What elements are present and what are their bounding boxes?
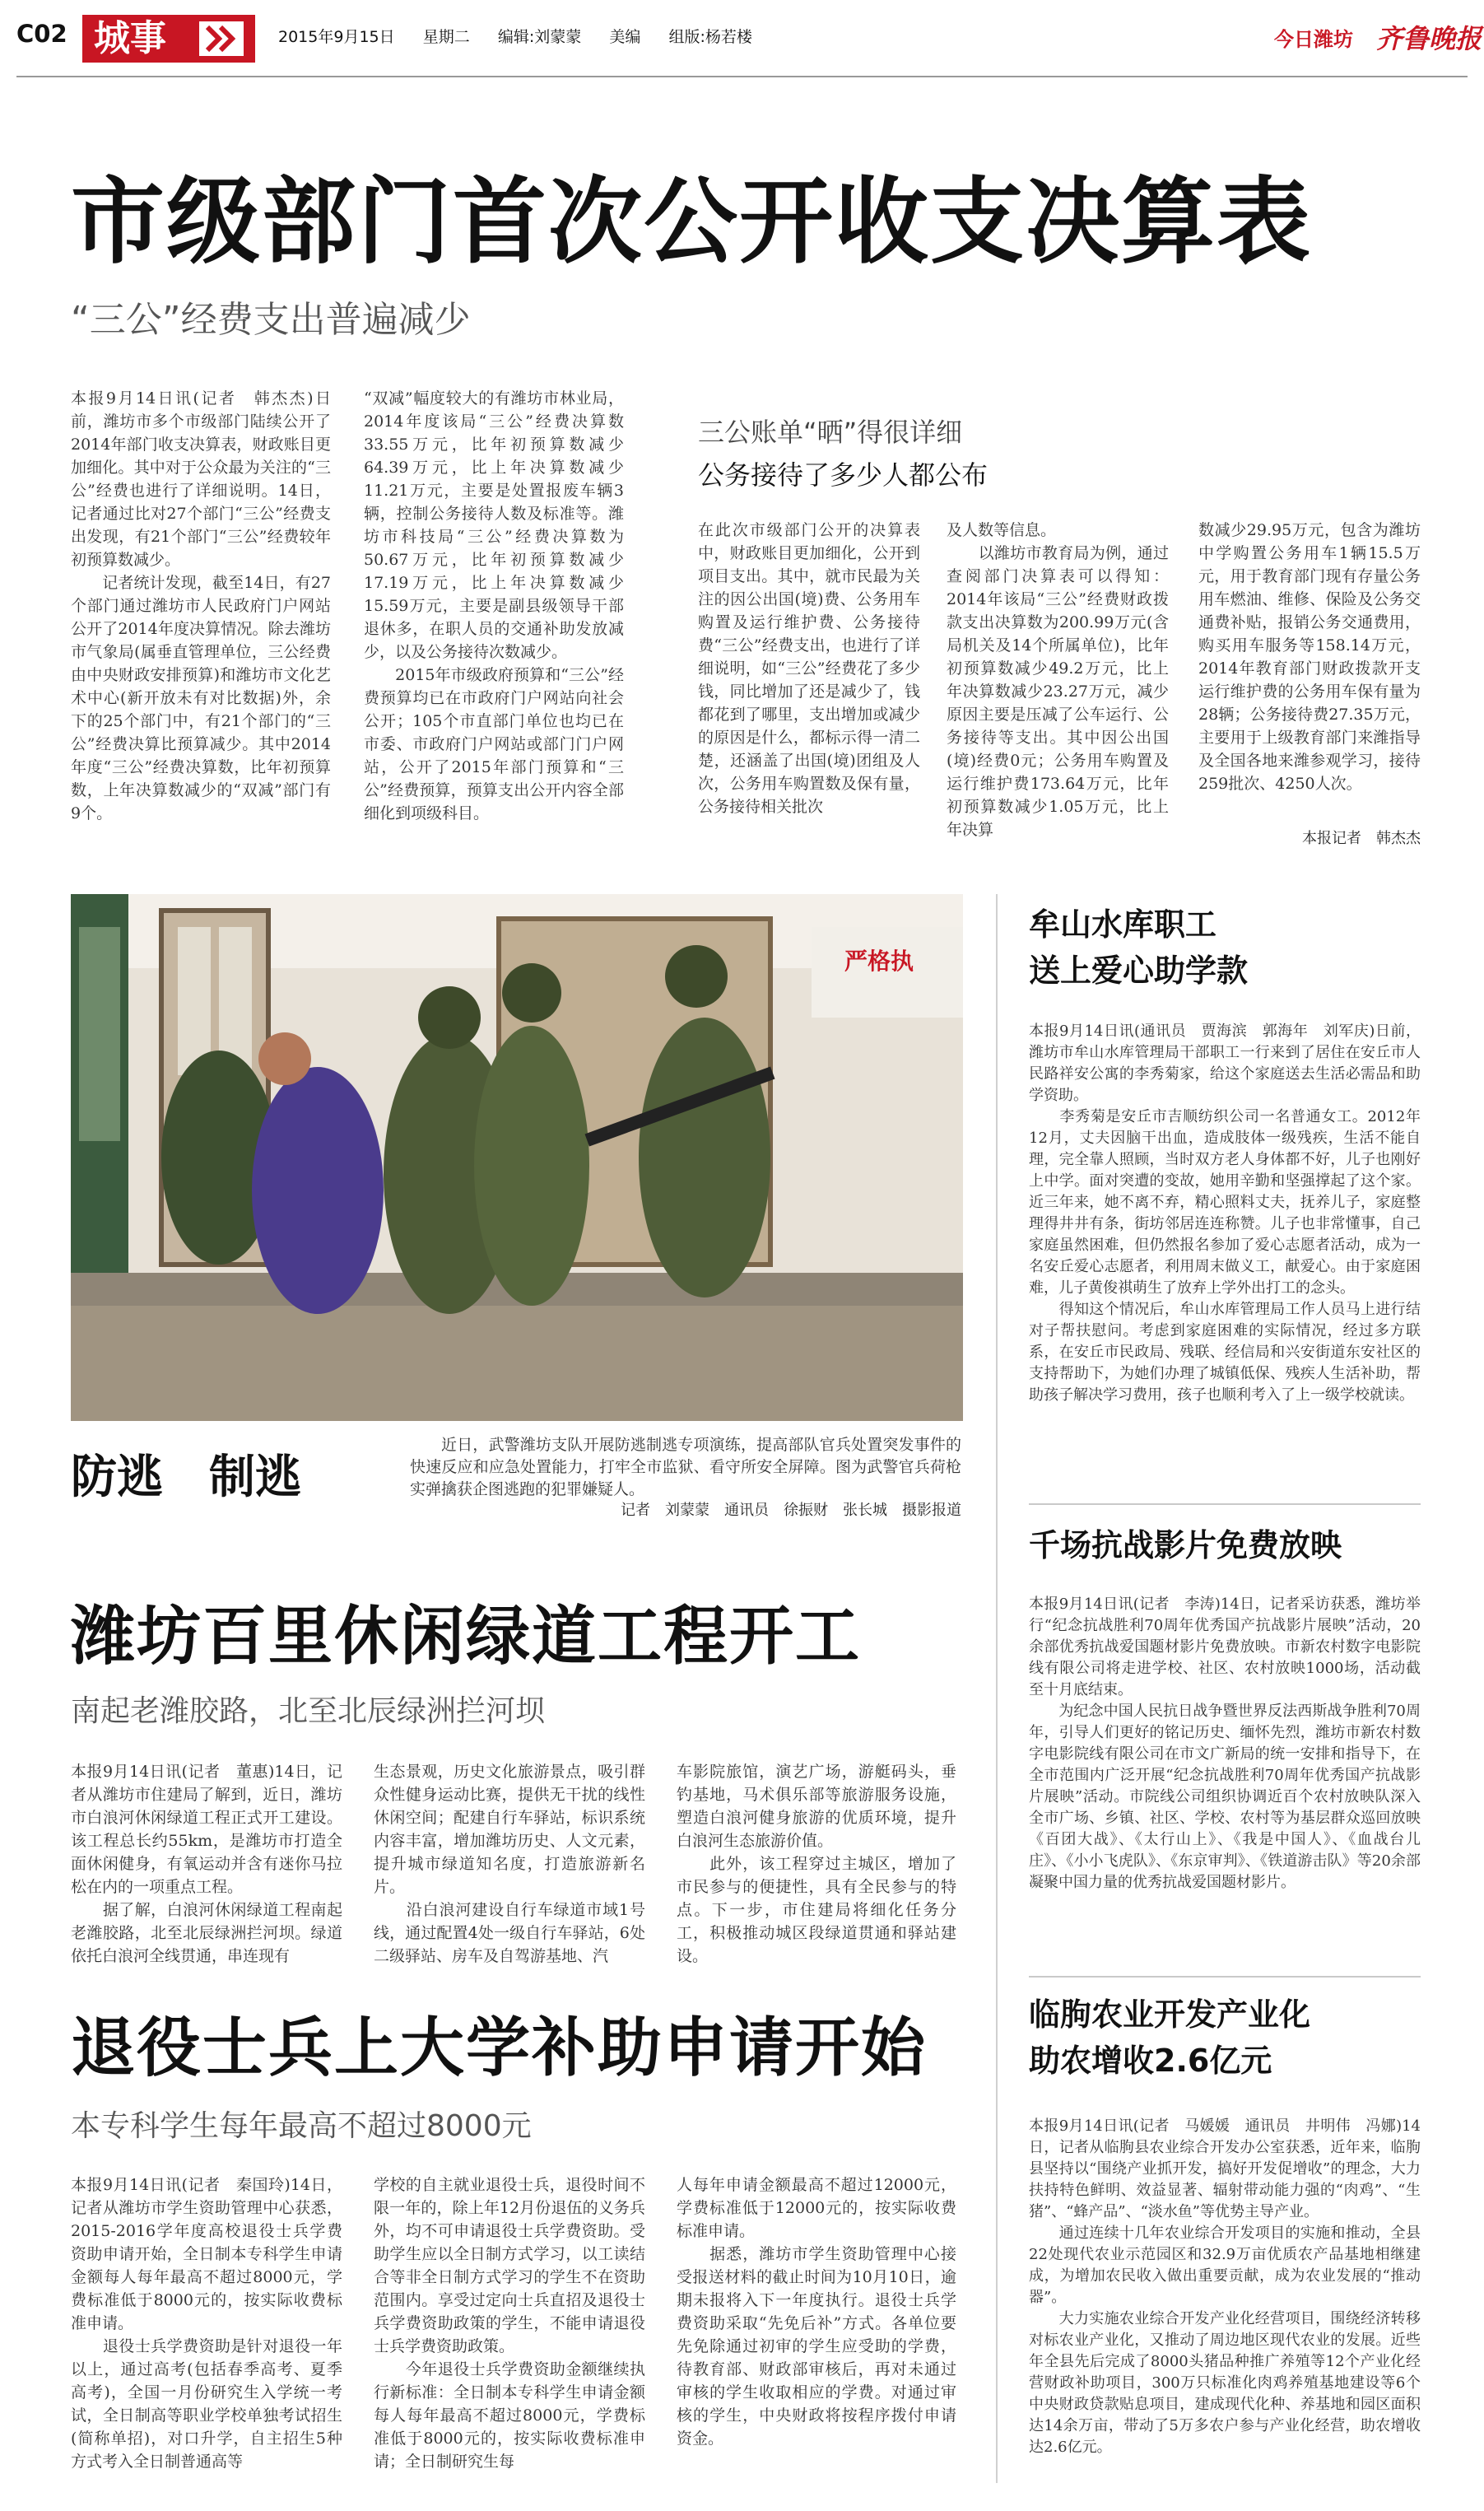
- main-byline: 本报记者 韩杰杰: [1302, 830, 1421, 847]
- agri-headline-1: 临朐农业开发产业化: [1029, 1996, 1311, 2033]
- soldiers-subheadline: 本专科学生每年最高不超过8000元: [71, 2109, 532, 2143]
- photo-caption-credit: 记者 刘蒙蒙 通讯员 徐振财 张长城 摄影报道: [621, 1502, 961, 1519]
- main-panel-heading-1: 三公账单“晒”得很详细: [698, 417, 963, 448]
- section-label: 城事: [94, 17, 166, 59]
- reservoir-headline-2: 送上爱心助学款: [1029, 953, 1249, 989]
- greenway-headline: 潍坊百里休闲绿道工程开工: [71, 1600, 862, 1674]
- wall-sign: 严格执: [844, 948, 914, 975]
- main-col-4: 及人数等信息。 以潍坊市教育局为例，通过查阅部门决算表可以得知：2014年该局“三公”经费财政拨款支出决算数为200.99万元(含局机关及14个所属单位)，比年初预算数减少49.2万元，比上年决算数减少23.27万元，减少原因主要是压减了公车运行、公务接待等支出。其中因公出国(境)经费0元；公务用车购置及运行维护费173.64万元，比年初预算数减少1.05万元，比上年决算: [947, 521, 1169, 839]
- greenway-subheadline: 南起老潍胶路，北至北辰绿洲拦河坝: [71, 1694, 546, 1728]
- main-col-1: 本报9月14日讯(记者 韩杰杰)日前，潍坊市多个市级部门陆续公开了2014年部门收支决算表，财政账目更加细化。其中对于公众最为关注的“三公”经费也进行了详细说明。14日，记者通过比对27个部门“三公”经费支出发现，有21个部门“三公”经费较年初预算数减少。 记者统计发现，截至14日，有27个部门通过潍坊市人民政府门户网站公开了2014年度决算情况。除去潍坊市气象局(属垂直管理单位，三公经费由中央财政安排预算)和潍坊市文化艺术中心(新开放未有对比数据)外，余下的25个部门中，有21个部门的“三公”经费决算比预算减少。其中2014年度“三公”经费决算数，比年初预算数，上年决算数减少的“双减”部门有9个。: [71, 389, 331, 822]
- film-headline: 千场抗战影片免费放映: [1029, 1527, 1342, 1563]
- main-subheadline: “三公”经费支出普遍减少: [71, 299, 471, 341]
- header-divider: [16, 76, 1468, 77]
- main-col-2: “双减”幅度较大的有潍坊市林业局，2014年度该局“三公”经费决算数33.55万元，比年初预算数减少64.39万元，比上年决算数减少11.21万元，主要是处置报废车辆3辆，控制公务接待人数及标准等。潍坊市科技局“三公”经费决算数为50.67万元，比年初预算数减少17.19万元，比上年决算数减少15.59万元，主要是副县级领导干部退休多，在职人员的交通补助发放减少，以及公务接待次数减少。 2015年市级政府预算和“三公”经费预算均已在市政府门户网站向社会公开；105个市直部门单位也均已在市委、市政府门户网站或部门门户网站，公开了2015年部门预算和“三公”经费预算，预算支出公开内容全部细化到项级科目。: [364, 389, 624, 822]
- sidebar-rule-2: [1029, 1976, 1421, 1978]
- issue-weekday: 星期二: [422, 28, 470, 46]
- soldiers-col-3: 人每年申请金额最高不超过12000元，学费标准低于12000元的，按实际收费标准申请。 据悉，潍坊市学生资助管理中心接受报送材料的截止时间为10月10日，逾期未报将入下一年度执行。退役士兵学费资助采取“先免后补”方式。各单位要先免除通过初审的学生应受助的学费，待教育部、财政部审核后，再对未通过审核的学生收取相应的学费。对通过审核的学生，中央财政将按程序拨付申请资金。: [677, 2176, 956, 2448]
- column-name: 今日潍坊: [1274, 28, 1353, 51]
- main-headline: 市级部门首次公开收支决算表: [71, 167, 1313, 277]
- drill-photo: [71, 894, 963, 1421]
- double-chevron-icon: [199, 21, 244, 56]
- reservoir-headline-1: 牟山水库职工: [1029, 906, 1217, 943]
- page-number: C02: [16, 20, 67, 48]
- photo-caption-title: 防逃 制逃: [71, 1451, 301, 1504]
- sidebar-divider: [996, 894, 998, 2483]
- main-col-5: 数减少29.95万元，包含为潍坊中学购置公务用车1辆15.5万元，用于教育部门现有存量公务用车燃油、维修、保险及公务交通费补贴，报销公务交通费用，购买用车服务等158.14万元，2014年教育部门财政拨款开支运行维护费的公务用车保有量为28辆；公务接待费27.35万元，主要用于上级教育部门来潍指导及全国各地来潍参观学习，接待259批次、4250人次。: [1198, 521, 1421, 793]
- proof-credit: 组版:杨若楼: [668, 28, 752, 46]
- soldiers-headline: 退役士兵上大学补助申请开始: [71, 2011, 928, 2085]
- paper-logo: 齐鲁晚报: [1376, 23, 1482, 54]
- soldiers-col-2: 学校的自主就业退役士兵，退役时间不限一年的，除上年12月份退伍的义务兵外，均不可申请退役士兵学费资助。受助学生应以全日制方式学习，以工读结合等非全日制方式学习的学生不在资助范围内。享受过定向士兵直招及退役士兵学费资助政策的学生，不能申请退役士兵学费资助政策。 今年退役士兵学费资助金额继续执行新标准：全日制本专科学生申请金额每人每年最高不超过8000元，学费标准低于8000元的，按实际收费标准申请；全日制研究生每: [374, 2176, 645, 2471]
- film-text: 本报9月14日讯(记者 李涛)14日，记者采访获悉，潍坊举行“纪念抗战胜利70周年优秀国产抗战影片展映”活动，20余部优秀抗战爱国题材影片免费放映。市新农村数字电影院线有限公司将走进学校、社区、农村放映1000场，活动截至十月底结束。 为纪念中国人民抗日战争暨世界反法西斯战争胜利70周年，引导人们更好的铭记历史、缅怀先烈，潍坊市新农村数字电影院线有限公司在市文广新局的统一安排和指导下，在全市范围内广泛开展“纪念抗战胜利70周年优秀国产抗战影片展映”活动。市院线公司组织协调近百个农村放映队深入全市广场、乡镇、社区、学校、农村等为基层群众巡回放映《百团大战》、《太行山上》、《我是中国人》、《血战台儿庄》、《小小飞虎队》、《东京审判》、《铁道游击队》等20余部凝聚中国力量的优秀抗战爱国题材影片。: [1029, 1596, 1421, 1891]
- soldiers-col-1: 本报9月14日讯(记者 秦国玲)14日，记者从潍坊市学生资助管理中心获悉，2015-2016学年度高校退役士兵学费资助申请开始，全日制本专科学生申请金额每人每年最高不超过8000元，学费标准低于8000元的，按实际收费标准申请。 退役士兵学费资助是针对退役一年以上，通过高考(包括春季高考、夏季高考)，全国一月份研究生入学统一考试，全日制高等职业学校单独考试招生(简称单招)，对口升学，自主招生5种方式考入全日制普通高等: [71, 2176, 342, 2471]
- sidebar-rule-1: [1029, 1503, 1421, 1505]
- editor-credit: 编辑:刘蒙蒙: [497, 28, 582, 46]
- agri-headline-2: 助农增收2.6亿元: [1029, 2043, 1272, 2079]
- photo-caption-text: 近日，武警潍坊支队开展防逃制逃专项演练，提高部队官兵处置突发事件的快速反应和应急处置能力，打牢全市监狱、看守所安全屏障。图为武警官兵荷枪实弹擒获企图逃跑的犯罪嫌疑人。: [410, 1436, 961, 1498]
- drill-photo-illustration: [71, 894, 963, 1421]
- greenway-col-2: 生态景观，历史文化旅游景点，吸引群众性健身运动比赛，提供无干扰的线性休闲空间；配建自行车驿站，标识系统内容丰富，增加潍坊历史、人文元素，提升城市绿道知名度，打造旅游新名片。 沿白浪河建设自行车绿道市域1号线，通过配置4处一级自行车驿站，6处二级驿站、房车及自驾游基地、汽: [374, 1763, 645, 1965]
- greenway-col-1: 本报9月14日讯(记者 董惠)14日，记者从潍坊市住建局了解到，近日，潍坊市白浪河休闲绿道工程正式开工建设。该工程总长约55km，是潍坊市打造全面休闲健身，有氧运动并含有迷你马拉松在内的一项重点工程。 据了解，白浪河休闲绿道工程南起老潍胶路，北至北辰绿洲拦河坝。绿道依托白浪河全线贯通，串连现有: [71, 1763, 342, 1965]
- art-credit: 美编: [609, 28, 641, 46]
- section-badge: [82, 15, 255, 63]
- agri-text: 本报9月14日讯(记者 马媛媛 通讯员 井明伟 冯娜)14日，记者从临朐县农业综合开发办公室获悉，近年来，临朐县坚持以“围绕产业抓开发，搞好开发促增收”的理念，大力扶持特色鲜明、效益显著、辐射带动能力强的“肉鸡”、“生猪”、“蜂产品”、“淡水鱼”等优势主导产业。 通过连续十几年农业综合开发项目的实施和推动，全县22处现代农业示范园区和32.9万亩优质农产品基地相继建成，为增加农民收入做出重要贡献，成为农业发展的“推动器”。 大力实施农业综合开发产业化经营项目，围绕经济转移对标农业产业化，又推动了周边地区现代农业的发展。近些年全县先后完成了8000头猪品种推广养殖等12个产业化经营财政补助项目，300万只标准化肉鸡养殖基地建设等6个中央财政贷款贴息项目，建成现代化种、养基地和园区面积达14余万亩，带动了5万多农户参与产业化经营，助农增收达2.6亿元。: [1029, 2117, 1421, 2456]
- reservoir-text: 本报9月14日讯(通讯员 贾海滨 郭海年 刘军庆)日前，潍坊市牟山水库管理局干部职工一行来到了居住在安丘市人民路祥安公寓的李秀菊家，给这个家庭送去生活必需品和助学资助。 李秀菊是安丘市吉顺纺织公司一名普通女工。2012年12月，丈夫因脑干出血，造成肢体一级残疾，生活不能自理，完全靠人照顾，当时双方老人身体都不好，儿子也刚好上中学。面对突遭的变故，她用辛勤和坚强撑起了这个家。近三年来，她不离不弃，精心照料丈夫，抚养儿子，家庭整理得井井有条，街坊邻居连连称赞。儿子也非常懂事，自己家庭虽然困难，但仍然报名参加了爱心志愿者活动，成为一名安丘爱心志愿者，利用周末做义工，献爱心。由于家庭困难，儿子黄俊祺萌生了放弃上学外出打工的念头。 得知这个情况后，牟山水库管理局工作人员马上进行结对子帮扶慰问。考虑到家庭困难的实际情况，经过多方联系，在安丘市民政局、残联、经信局和兴安街道东安社区的支持帮助下，为她们办理了城镇低保、残疾人生活补助，帮助孩子解决学习费用，孩子也顺利考入了上一级学校就读。: [1029, 1023, 1421, 1404]
- issue-date: 2015年9月15日: [278, 28, 395, 46]
- main-panel-heading-2: 公务接待了多少人都公布: [698, 459, 989, 491]
- greenway-col-3: 车影院旅馆，演艺广场，游艇码头，垂钓基地，马术俱乐部等旅游服务设施，塑造白浪河健身旅游的优质环境，提升白浪河生态旅游价值。 此外，该工程穿过主城区，增加了市民参与的便捷性，具有全民参与的特点。下一步，市住建局将细化任务分工，积极推动城区段绿道贯通和驿站建设。: [677, 1763, 956, 1965]
- issue-info: [278, 25, 752, 47]
- main-col-3: 在此次市级部门公开的决算表中，财政账目更加细化，公开到项目支出。其中，就市民最为关注的因公出国(境)费、公务用车购置及运行维护费、公务接待费“三公”经费支出，也进行了详细说明，如“三公”经费花了多少钱，同比增加了还是减少了，钱都花到了哪里，支出增加或减少的原因是什么，都标示得一清二楚，还涵盖了出国(境)团组及人次，公务用车购置数及保有量，公务接待相关批次: [698, 521, 920, 816]
